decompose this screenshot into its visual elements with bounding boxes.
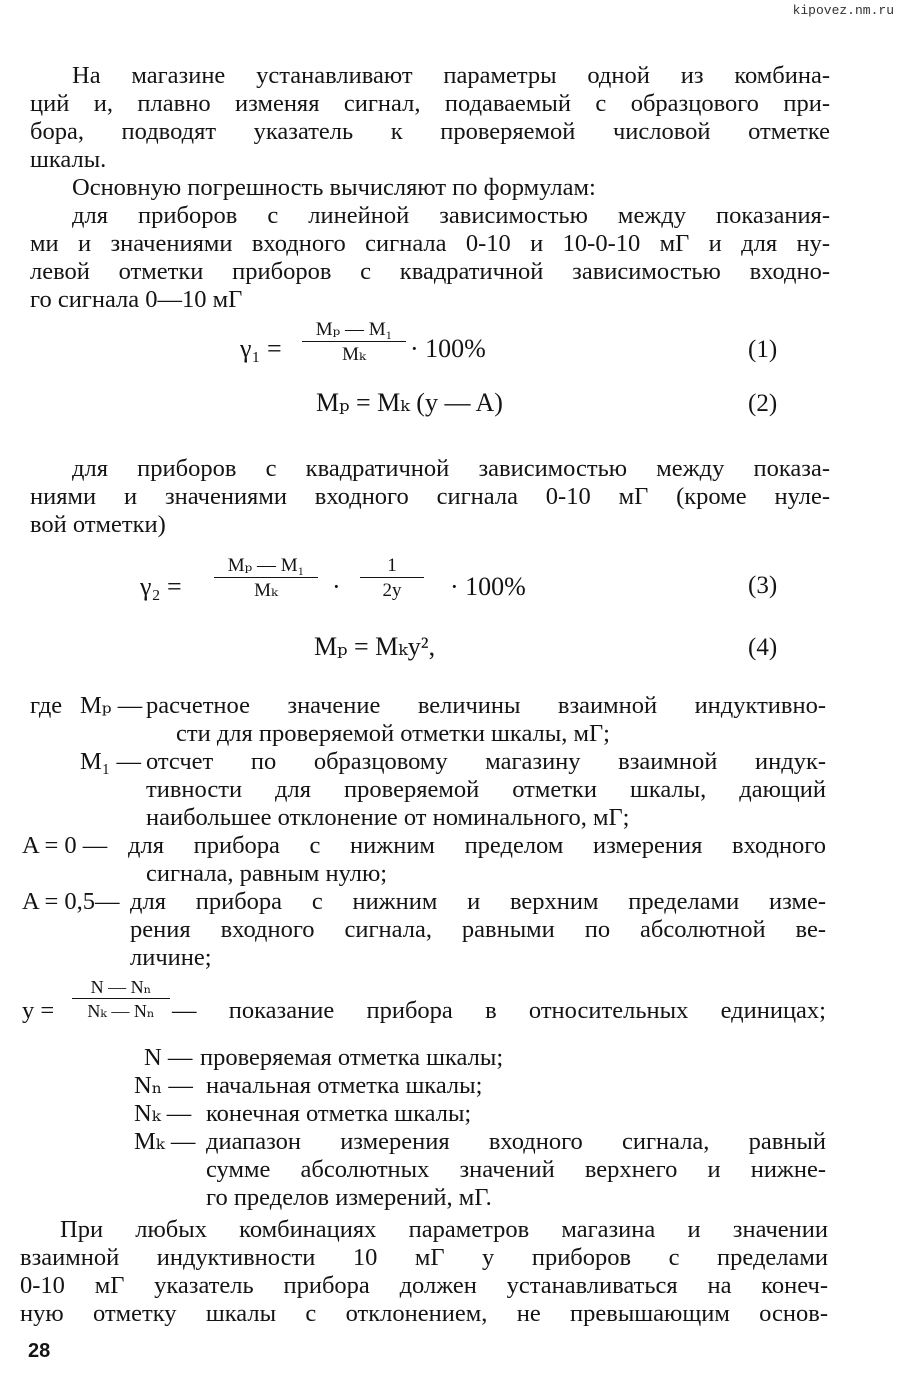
p4-line-1: для приборов с квадратичной зависимостью между показа- (72, 455, 830, 482)
def-nk-text: конечная отметка шкалы; (206, 1100, 472, 1127)
def-mk-symbol: Mₖ — (134, 1128, 196, 1155)
p3-line-1: для приборов с линейной зависимостью между показания- (72, 202, 830, 229)
p4-line-3: вой отметки) (30, 511, 166, 538)
p5-line-3: 0-10 мГ указатель прибора должен устанавливаться на конеч- (20, 1272, 828, 1299)
eq3-number: (3) (748, 572, 778, 599)
def-y-text: — показание прибора в относительных единицах; (172, 997, 826, 1024)
eq3-denominator-1: Mₖ (254, 580, 278, 601)
def-m1-line-2: тивности для проверяемой отметки шкалы, дающий (146, 776, 826, 803)
p5-line-2: взаимной индуктивности 10 мГ у приборов с пределами (20, 1244, 828, 1271)
eq1-numerator: Mₚ — M₁ (302, 320, 406, 342)
p1-line-2: ций и, плавно изменяя сигнал, подаваемый с образцового при- (30, 90, 830, 117)
eq3-fraction-1 (214, 556, 318, 600)
def-m1-symbol: M₁ — (80, 748, 141, 775)
p3-line-4: го сигнала 0—10 мГ (30, 286, 243, 313)
def-nn-text: начальная отметка шкалы; (206, 1072, 483, 1099)
def-a0-line-1: для прибора с нижним пределом измерения входного (128, 832, 826, 859)
eq2-formula: Mₚ = Mₖ (y — A) (316, 388, 503, 417)
def-a0-line-2: сигнала, равным нулю; (146, 860, 388, 887)
def-a05-line-1: для прибора с нижним и верхним пределами изме- (130, 888, 826, 915)
eq3-lhs: γ₂ = (140, 572, 182, 601)
eq1-denominator: Mₖ (342, 344, 366, 365)
eq4-number: (4) (748, 634, 778, 661)
eq1-lhs: γ₁ = (240, 334, 282, 363)
def-mk-line-2: сумме абсолютных значений верхнего и нижне- (206, 1156, 826, 1183)
def-y-numerator: N — Nₙ (72, 978, 170, 999)
eq3-denominator-2: 2y (382, 580, 402, 601)
eq1-fraction (302, 320, 406, 364)
def-a05-line-2: рения входного сигнала, равными по абсолютной ве- (130, 916, 826, 943)
p4-line-2: ниями и значениями входного сигнала 0-10 мГ (кроме нуле- (30, 483, 830, 510)
p5-line-4: ную отметку шкалы с отклонением, не превышающим основ- (20, 1300, 828, 1327)
def-n-text: проверяемая отметка шкалы; (200, 1044, 504, 1071)
def-a05-symbol: A = 0,5— (22, 888, 120, 915)
p1-line-4: шкалы. (30, 146, 107, 173)
def-m1-line-1: отсчет по образцовому магазину взаимной индук- (146, 748, 826, 775)
def-mk-line-1: диапазон измерения входного сигнала, равный (206, 1128, 826, 1155)
def-nk-symbol: Nₖ — (134, 1100, 192, 1127)
p3-line-2: ми и значениями входного сигнала 0-10 и 10-0-10 мГ и для ну- (30, 230, 830, 257)
def-n-symbol: N — (144, 1044, 193, 1071)
def-y-lhs: y = (22, 997, 55, 1024)
eq4-formula: Mₚ = Mₖy², (314, 632, 436, 661)
def-m1-line-3: наибольшее отклонение от номинального, мГ; (146, 804, 630, 831)
def-nn-symbol: Nₙ — (134, 1072, 193, 1099)
eq3-dot: · (332, 572, 341, 601)
eq2-number: (2) (748, 390, 778, 417)
eq3-numerator-2: 1 (360, 556, 424, 578)
def-mp-line-2: сти для проверяемой отметки шкалы, мГ; (176, 720, 610, 747)
def-y-denominator: Nₖ — Nₙ (87, 1001, 155, 1021)
def-y-fraction (72, 978, 170, 1020)
p1-line-3: бора, подводят указатель к проверяемой числовой отметке (30, 118, 830, 145)
p3-line-3: левой отметки приборов с квадратичной зависимостью входно- (30, 258, 830, 285)
def-mk-line-3: го пределов измерений, мГ. (206, 1184, 492, 1211)
eq1-tail: · 100% (410, 334, 486, 363)
def-mp-symbol: Mₚ — (80, 692, 143, 719)
eq3-tail: · 100% (450, 572, 526, 601)
def-mp-line-1: расчетное значение величины взаимной индуктивно- (146, 692, 826, 719)
p5-line-1: При любых комбинациях параметров магазина и значении (60, 1216, 828, 1243)
def-a0-symbol: A = 0 — (22, 832, 108, 859)
eq1-number: (1) (748, 336, 778, 363)
def-a05-line-3: личине; (130, 944, 212, 971)
eq3-fraction-2 (360, 556, 424, 600)
site-watermark: kipovez.nm.ru (792, 3, 894, 18)
p2-line: Основную погрешность вычисляют по формулам: (72, 174, 596, 201)
p1-line-1: На магазине устанавливают параметры одной из комбина- (72, 62, 830, 89)
eq3-numerator-1: Mₚ — M₁ (214, 556, 318, 578)
page-number: 28 (28, 1340, 51, 1362)
where-word: где (30, 692, 63, 719)
